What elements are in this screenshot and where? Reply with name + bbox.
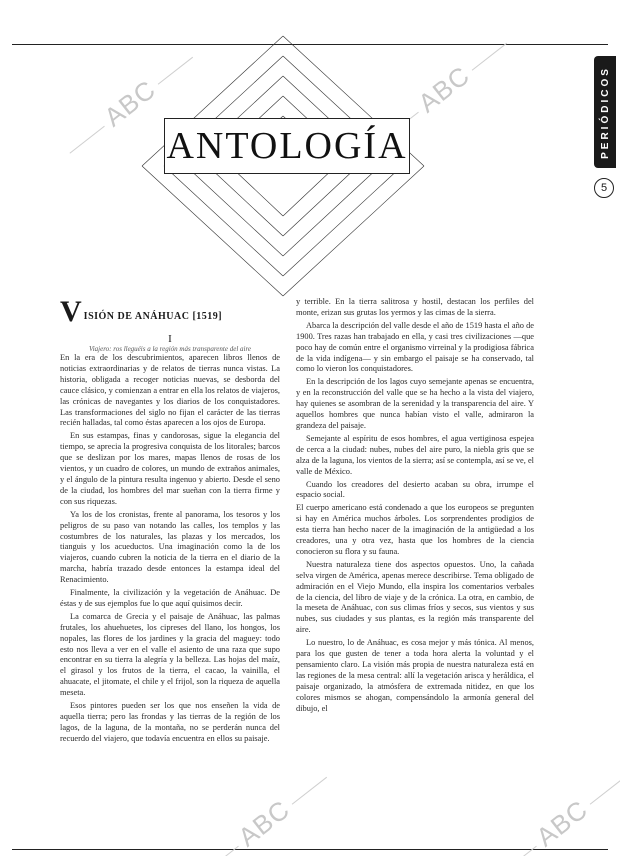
section-title-initial: V	[60, 295, 82, 328]
body-paragraph: El cuerpo americano está condenado a que los europeos se pregunten si hay en América muchos árboles. Los sorprendentes prodigios de esta tierra han hecho nacer de la imaginación de la antigüedad a los creadores, una y otra vez, hasta que los hombres de la ciencia conocieron su flora y su fauna.	[296, 503, 534, 556]
body-paragraph: Ya los de los cronistas, frente al panorama, los tesoros y los peligros de su paso van notando las calles, los templos y las costumbres de los naturales, las plazas y los mercados, los tianguis y los acueductos. Una imaginación como la de los viajeros, cuando cubren la noticia de la tierra en el diario de la marcha, habría trazado desde entonces la estampa ideal del Renacimiento.	[60, 509, 280, 585]
left-text-column	[60, 353, 280, 747]
body-paragraph: En la descripción de los lagos cuyo semejante apenas se encuentra, y en la reconstrucción del valle que se ha hecho a la vista del viajero, hay quienes se asombran de la serenidad y la transparencia del aire. Y aquellos hombres que nunca habían visto el valle, admiraron la grandeza del paisaje.	[296, 377, 534, 430]
section-title-text: ISIÓN DE ANÁHUAC [1519]	[83, 311, 223, 322]
body-paragraph: Esos pintores pueden ser los que nos enseñen la vida de aquella tierra; pero las frondas y las tierras de la región de los lagos, de la laguna, de la montaña, no se perderán nunca del recuerdo del viajero, que todavía encuentra en ellos su paisaje.	[60, 701, 280, 743]
body-paragraph: Semejante al espíritu de esos hombres, el agua vertiginosa espejea de cerca a la ciudad: nubes, nubes del aire puro, la niebla gris que se alza de la laguna, los vientos de la sierra; así se contempla, así se ve, el valle de México.	[296, 433, 534, 476]
section-roman-numeral: I	[168, 333, 172, 345]
section-tab	[594, 56, 616, 168]
watermark-top-right: ABC	[368, 25, 520, 153]
page-number: 5	[594, 178, 614, 198]
antologia-heading-box	[164, 118, 410, 174]
body-paragraph: y terrible. En la tierra salitrosa y hostil, destacan los perfiles del monte, erizan sus grutas los yermos y las cimas de la sierra.	[296, 297, 534, 317]
page-title: ANTOLOGÍA	[166, 125, 408, 167]
body-paragraph: Cuando los creadores del desierto acaban su obra, irrumpe el espacio social.	[296, 479, 534, 500]
body-paragraph: Lo nuestro, lo de Anáhuac, es cosa mejor y más tónica. Al menos, para los que gusten de tener a toda hora alerta la voluntad y el pensamiento claro. La visión más propia de nuestra naturaleza está en las regiones de la mesa central: allí la vegetación arisca y heráldica, el paisaje organizado, la atmósfera de extremada nitidez, en que los colores mismos se ahogan, compensándolo la armonía general del dibujo, el	[296, 638, 534, 713]
body-paragraph: Abarca la descripción del valle desde el año de 1519 hasta el año de 1900. Tres razas han trabajado en ella, y casi tres civilizaciones —que poco hay de común entre el organismo virreinal y la prodigiosa fábrica de la vida indígena— y sin embargo el paisaje se ha conservado, tal como lo vieron los conquistadores.	[296, 320, 534, 374]
section-tab-label: PERIÓDICOS	[599, 65, 611, 159]
body-paragraph: Nuestra naturaleza tiene dos aspectos opuestos. Uno, la cañada selva virgen de América, apenas merece describirse. Tema obligado de admiración en el Viejo Mundo, ella inspira los comentarios verbales de la ciencia, del libro de viaje y de la crónica. La otra, en cambio, de la meseta de Anáhuac, con sus climas fríos y secos, sus vientos y sus nubes, sus ciudades y sus plantas, es la región más transparente del aire.	[296, 559, 534, 635]
body-paragraph: En la era de los descubrimientos, aparecen libros llenos de noticias extraordinarias y de relatos de tierras nunca vistas. La historia, obligada a recoger noticias nuevas, se desborda del cauce clásico, y comienzan a entrar en ella los relatos de viajeros, las crónicas de navegantes y los diarios de los conquistadores. Las transformaciones del siglo no fijan el carácter de las tierras recién halladas, tal como éstas aparecen a los ojos de Europa.	[60, 353, 280, 428]
watermark-bottom-left: ABC	[188, 759, 340, 856]
section-subtitle: Viajero: ros lleguéis a la región más transparente del aire	[88, 345, 252, 353]
body-paragraph: Finalmente, la civilización y la vegetación de Anáhuac. De éstas y de sus ejemplos fue lo que aquí quisimos decir.	[60, 588, 280, 608]
watermark-top-left: ABC	[54, 39, 206, 167]
section-title	[60, 297, 280, 327]
body-paragraph: La comarca de Grecia y el paisaje de Anáhuac, las palmas frutales, los ahuehuetes, los cipreses del llano, los hongos, los nopales, las flores de los jardines y la gracia del maguey: todo esto nos lleva a ver en el valle el asiento de una raza que supo encontrar en su tierra la alegría y la belleza. Las hojas del maíz, el girasol y los frutos de la tierra, el cacao, la vainilla, el ahuacate, el jitomate, el chile y el frijol, son la riqueza de aquella meseta.	[60, 611, 280, 698]
body-paragraph: En sus estampas, finas y candorosas, sigue la elegancia del tiempo, se aprecia la progresiva conquista de los litorales; barcos que se deslizan por los mares, mapas llenos de rosas de los vientos, y un cuadro de colores, un mundo de extraños animales, y el ángulo de la pintura resulta ingenuo y abierto. Desde el seno de la ciudad, los hombres del mar sueñan con la tierra firme y con sus riquezas.	[60, 431, 280, 506]
watermark-bottom-right: ABC	[486, 759, 620, 856]
right-text-column	[296, 297, 534, 717]
